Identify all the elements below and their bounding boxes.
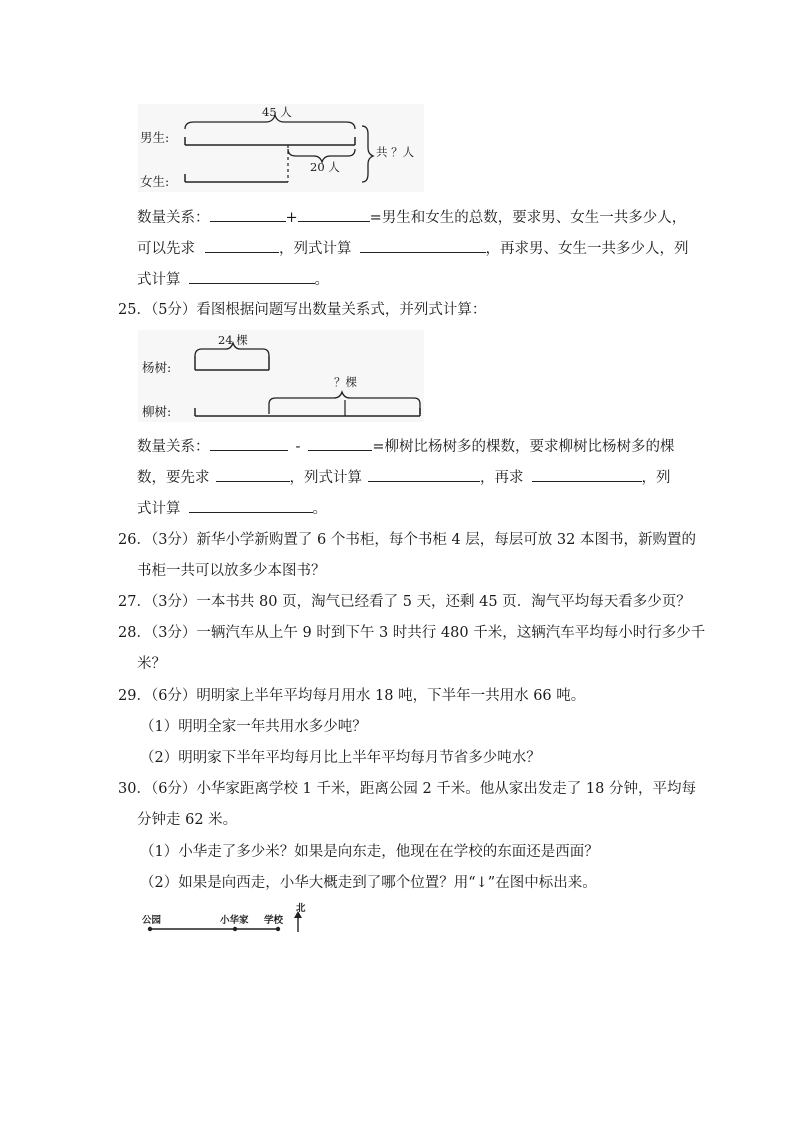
plus-sign: + [285,210,298,226]
q25-period: 。 [312,501,327,517]
poplar-count-label: 24 棵 [218,333,248,347]
q30-sub-2: （2）如果是向西走，小华大概走到了哪个位置？用“↓”在图中标出来。 [140,875,597,891]
q25-text-2b: ，列式计算 [289,470,362,486]
school-point [276,927,280,931]
q30-line-1: 30．（6分）小华家距离学校 1 千米，距离公园 2 千米。他从家出发走了 18 分钟，平均每 [118,781,696,797]
q25-blank-4[interactable] [368,467,480,482]
q25-blank-2[interactable] [308,436,372,451]
school-label: 学校 [264,915,284,926]
q27-line: 27．（3分）一本书共 80 页，淘气已经看了 5 天，还剩 45 页．淘气平均每天看多少页？ [118,594,691,610]
q25-text-2d: ，列 [641,470,671,486]
q24-text-3a: 式计算 [137,272,181,288]
route-map [140,903,306,934]
q24-blank-2[interactable] [298,207,370,222]
trees-svg [138,330,424,422]
q25-text-3a: 式计算 [137,501,181,517]
q25-blank-5[interactable] [532,467,642,482]
q25-blank-3[interactable] [216,467,290,482]
home-point [233,927,237,931]
q25-blank-1[interactable] [210,436,288,451]
q25-header: 25．（5分）看图根据问题写出数量关系式，并列式计算： [118,302,487,318]
q24-label: 数量关系： [137,210,210,226]
home-label: 小华家 [220,915,249,926]
difference-label: 20 人 [310,160,340,174]
total-label: 共 ？人 [376,145,415,159]
boys-label: 男生: [140,130,170,145]
q28-line-2: 米？ [137,656,166,672]
poplar-label: 杨树: [142,360,172,375]
q30-line-2: 分钟走 62 米。 [137,812,238,828]
q24-line-1 [137,207,686,228]
q24-blank-5[interactable] [189,269,315,284]
q26-line-1: 26．（3分）新华小学新购置了 6 个书柜，每个书柜 4 层，每层可放 32 本图书，新购置的 [118,532,696,548]
q28-line-1: 28．（3分）一辆汽车从上午 9 时到下午 3 时共行 480 千米，这辆汽车平均每小时行多少千 [118,625,706,641]
willow-count-label: ？棵 [334,375,357,389]
park-label: 公园 [142,915,162,926]
q25-label: 数量关系： [137,439,210,455]
q25-text-1b: =柳树比杨树多的棵数，要求柳树比杨树多的棵 [372,439,675,455]
trees-diagram [138,330,424,422]
q25-text-2c: ，再求 [480,470,524,486]
q30-sub-1: （1）小华走了多少米？如果是向东走，他现在在学校的东面还是西面？ [140,844,599,860]
boys-count-label: 45 人 [262,105,292,119]
q24-text-1b: =男生和女生的总数，要求男、女生一共多少人， [369,210,687,226]
willow-label: 柳树: [142,404,172,419]
q24-line-2 [137,238,689,259]
q29-sub-2: （2）明明家下半年平均每月比上半年平均每月节省多少吨水？ [140,750,541,766]
north-label: 北 [296,903,306,914]
q24-line-3 [137,269,329,290]
q25-line-3 [137,498,327,519]
q29-sub-1: （1）明明全家一年共用水多少吨？ [140,719,367,735]
q24-blank-4[interactable] [360,238,486,253]
q25-blank-6[interactable] [189,498,313,513]
q24-text-2a: 可以先求 [137,241,195,257]
q25-line-2 [137,467,671,488]
q25-line-1 [137,436,675,457]
q26-line-2: 书柜一共可以放多少本图书？ [137,563,326,579]
girls-label: 女生: [140,174,170,189]
q25-text-2a: 数，要先求 [137,470,210,486]
q24-text-2c: ，再求男、女生一共多少人，列 [485,241,689,257]
q24-text-2b: ，列式计算 [279,241,352,257]
q24-blank-3[interactable] [205,238,279,253]
q24-period: 。 [314,272,329,288]
q24-blank-1[interactable] [210,207,286,222]
park-point [148,927,152,931]
boys-girls-diagram [138,104,424,192]
q29-line-1: 29．（6分）明明家上半年平均每月用水 18 吨，下半年一共用水 66 吨。 [118,688,586,704]
minus-sign: - [295,439,301,455]
